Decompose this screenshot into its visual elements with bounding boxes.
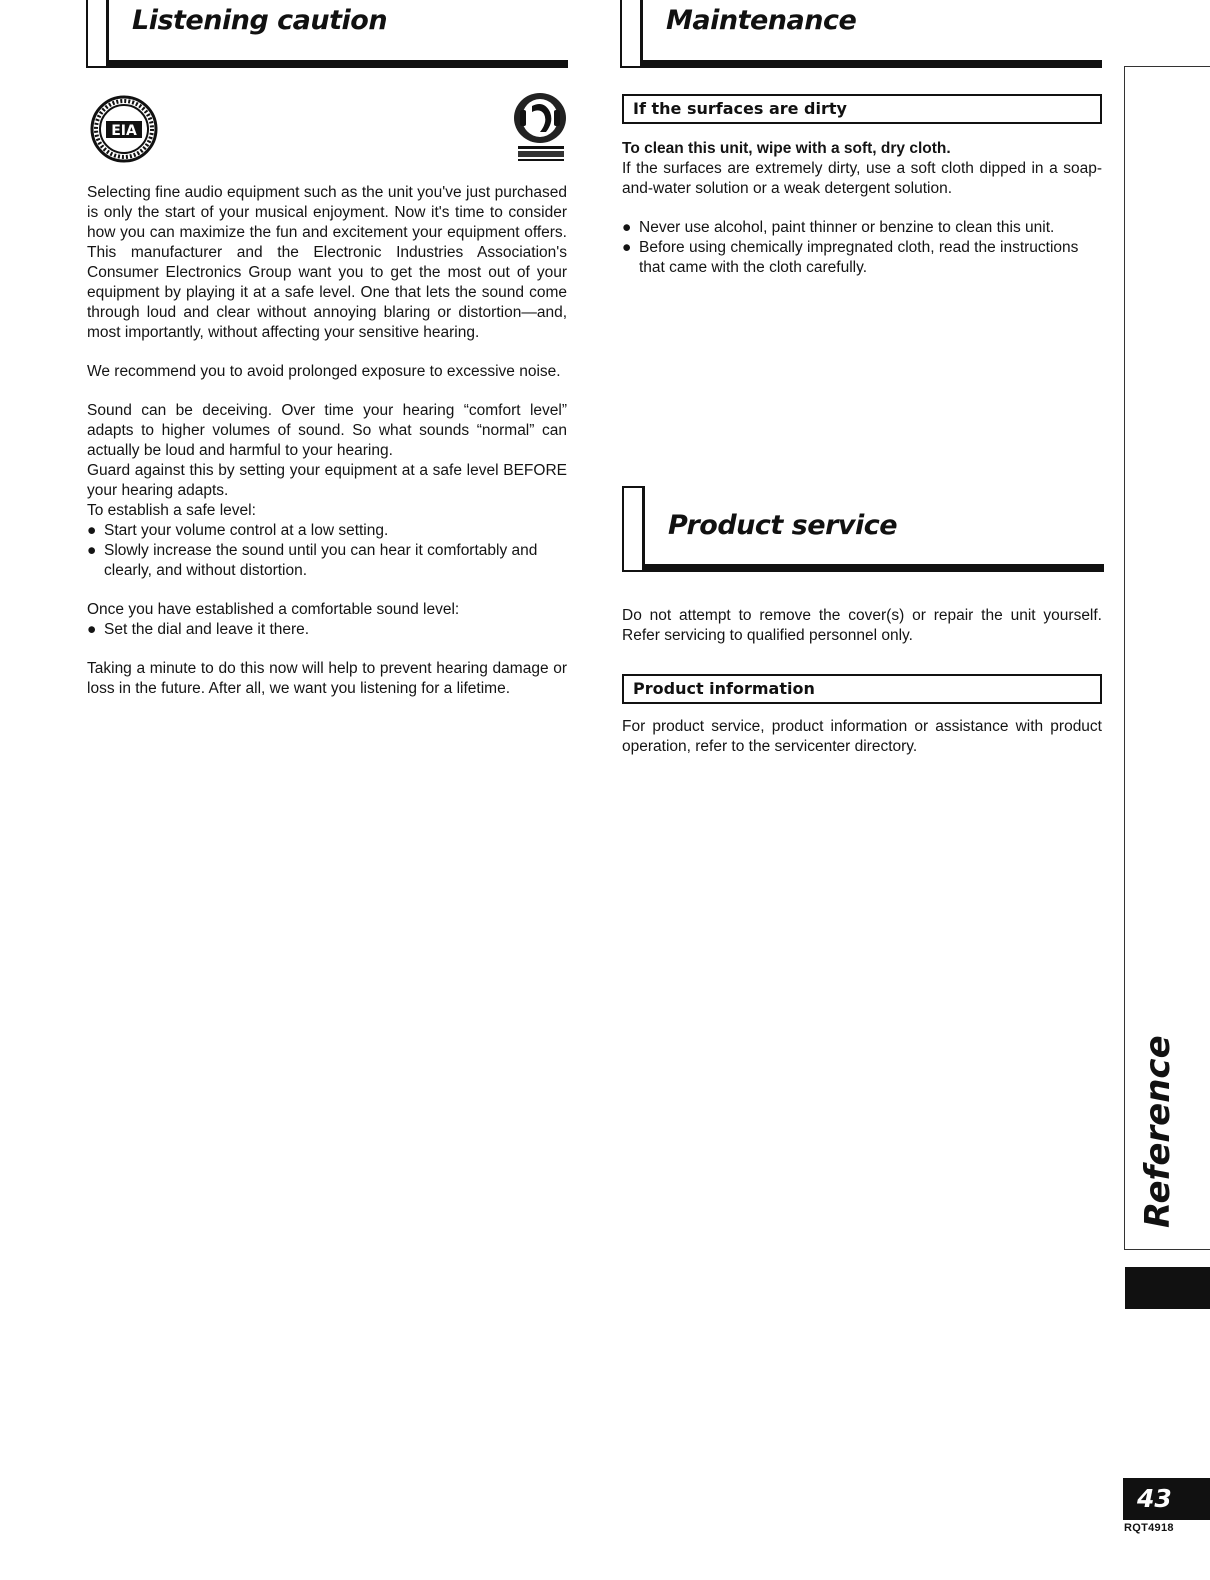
listening-caution-body [87, 183, 567, 718]
list-item-text: Set the dial and leave it there. [104, 621, 310, 638]
eia-logo-text: EIA [111, 123, 137, 139]
bullet-icon: ● [87, 522, 97, 539]
list-item-text: Start your volume control at a low setting. [104, 522, 389, 539]
bullet-icon: ● [622, 219, 632, 236]
paragraph: Once you have established a comfortable sound level: [87, 601, 460, 618]
clean-instruction: To clean this unit, wipe with a soft, dry cloth. [622, 140, 951, 157]
eia-logo [90, 95, 158, 163]
listening-caution-header [86, 0, 568, 70]
paragraph: Selecting fine audio equipment such as the unit you've just purchased is only the start of your musical enjoyment. Now it's time to consider how you can maximize the fun and excitement your equipment offers. This manufacturer and the Electronic Industries Association's Consumer Electronics Group want you to get the most out of your equipment by playing it at a safe level. One that lets the sound come through loud and clear without annoying blaring or distortion—and, most importantly, without affecting your sensitive hearing. [87, 184, 567, 341]
list-item [87, 521, 567, 541]
list-item [622, 238, 1102, 278]
bullet-icon: ● [87, 542, 97, 559]
product-information-heading: Product information [622, 674, 1102, 704]
bullet-icon: ● [87, 621, 97, 638]
paragraph: Sound can be deceiving. Over time your hearing “comfort level” adapts to higher volumes of sound. So what sounds “normal” can actually be loud and harmful to your hearing. [87, 402, 567, 459]
paragraph: Guard against this by setting your equipment at a safe level BEFORE your hearing adapts. [87, 462, 567, 499]
product-service-body [622, 606, 1102, 665]
list-item [622, 218, 1102, 238]
product-service-header [622, 486, 1104, 574]
maintenance-header [620, 0, 1102, 70]
list-item [87, 620, 567, 640]
maintenance-body [622, 139, 1102, 278]
list-item-text: Slowly increase the sound until you can hear it comfortably and clearly, and without distortion. [104, 542, 538, 579]
document-code: RQT4918 [1124, 1522, 1174, 1534]
paragraph: Do not attempt to remove the cover(s) or repair the unit yourself. Refer servicing to qualified personnel only. [622, 607, 1102, 644]
maintenance-title: Maintenance [666, 5, 857, 36]
sidebar-black-tab [1125, 1267, 1210, 1309]
sidebar-bottom-rule [1124, 1249, 1210, 1250]
paragraph: If the surfaces are extremely dirty, use a soft cloth dipped in a soap-and-water solution or a weak detergent solution. [622, 160, 1102, 197]
paragraph: For product service, product information or assistance with product operation, refer to the servicenter directory. [622, 718, 1102, 755]
dirty-surfaces-heading: If the surfaces are dirty [622, 94, 1102, 124]
paragraph: To establish a safe level: [87, 502, 256, 519]
safe-listening-logo [510, 92, 570, 166]
paragraph: Taking a minute to do this now will help to prevent hearing damage or loss in the future. After all, we want you listening for a lifetime. [87, 660, 567, 697]
list-item [87, 541, 567, 581]
product-information-body [622, 717, 1102, 776]
product-service-title: Product service [668, 510, 898, 541]
list-item-text: Never use alcohol, paint thinner or benzine to clean this unit. [639, 219, 1055, 236]
sidebar-top-rule [1124, 66, 1210, 67]
bullet-icon: ● [622, 239, 632, 256]
list-item-text: Before using chemically impregnated cloth, read the instructions that came with the cloth carefully. [639, 239, 1079, 276]
paragraph: We recommend you to avoid prolonged exposure to excessive noise. [87, 363, 561, 380]
reference-tab-label: Reference [1138, 1035, 1178, 1228]
page-number: 43 [1137, 1484, 1172, 1513]
sidebar-vertical-rule [1124, 66, 1125, 1250]
page-number-box [1123, 1478, 1210, 1520]
listening-caution-title: Listening caution [132, 5, 388, 36]
